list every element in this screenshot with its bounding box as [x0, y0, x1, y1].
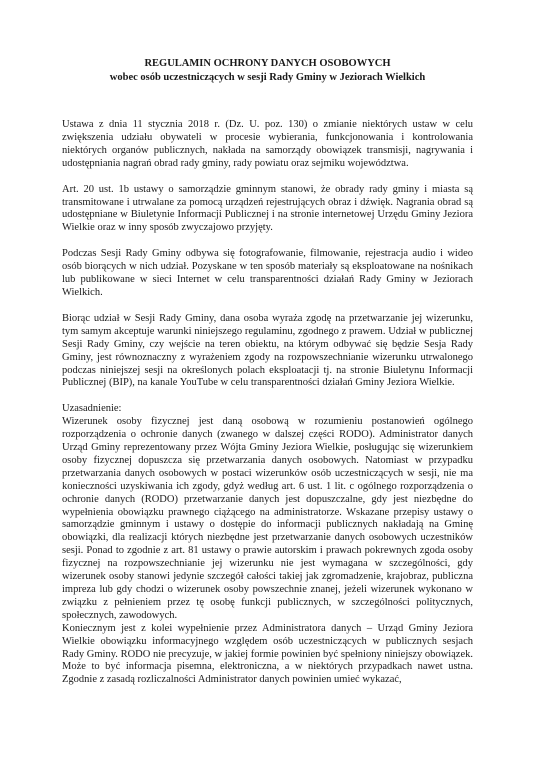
paragraph-information-duty: Koniecznym jest z kolei wypełnienie przez Administratora danych – Urząd Gminy Jeziora Wielkie obowiązku informacyjnego względem osób uczestniczących w publicznych sesjach Rady Gminy. RODO nie precyzuje, w jakiej formie powinien być spełniony niniejszy obowiązek. Może to być informacja pisemna, elektroniczna, a w niektórych przypadkach nawet ustna. Zgodnie z zasadą rozliczalności Administrator danych powinien umieć wykazać, [62, 622, 473, 686]
paragraph-recording: Podczas Sesji Rady Gminy odbywa się fotografowanie, filmowanie, rejestracja audio i wideo osób biorących w nich udział. Pozyskane w ten sposób materiały są eksploatowane na nośnikach lub publikowane w sieci Internet w celu transparentności działań Rady Gminy w Jeziorach Wielkich. [62, 248, 473, 298]
paragraph-art20: Art. 20 ust. 1b ustawy o samorządzie gminnym stanowi, że obrady rady gminy i miasta są transmitowane i utrwalane za pomocą urządzeń rejestrujących obraz i dźwięk. Nagrania obrad są udostępniane w Biuletynie Informacji Publicznej i na stronie internetowej Urzędu Gminy Jeziora Wielkie oraz w inny sposób zwyczajowo przyjęty. [62, 183, 473, 234]
paragraph-justification: Wizerunek osoby fizycznej jest daną osobową w rozumieniu postanowień ogólnego rozporządzenia o ochronie danych (zwanego w dalszej części RODO). Administrator danych Urząd Gminy reprezentowany przez Wójta Gminy Jeziora Wielkie, posługując się wizerunkiem osoby fizycznej dopuszcza się przetwarzania danych osobowych. Natomiast w przypadku przetwarzania danych osobowych w postaci wizerunków osób uczestniczących w sesji, nie ma konieczności uzyskiwania ich zgody, gdyż według art. 6 ust. 1 lit. c ogólnego rozporządzenia o ochronie danych (RODO) przetwarzanie danych jest dopuszczalne, gdy jest niezbędne do wypełnienia obowiązku prawnego ciążącego na administratorze. Wskazane przepisy ustawy o samorządzie gminnym i ustawy o dostępie do informacji publicznych nakładają na Gminę obowiązki, dla realizacji których niezbędne jest przetwarzanie danych osobowych uczestników sesji. Ponad to zgodnie z art. 81 ustawy o prawie autorskim i prawach pokrewnych zgoda osoby fizycznej na rozpowszechnianie jej wizerunku nie jest wymagana w szczególności, gdy wizerunek osoby stanowi jedynie szczegół całości takiej jak zgromadzenie, krajobraz, publiczna impreza lub gdy chodzi o wizerunek osoby powszechnie znanej, jeżeli wizerunek wykonano w związku z pełnieniem przez tę osobę funkcji publicznych, w szczególności politycznych, społecznych, zawodowych. [62, 416, 473, 621]
paragraph-consent: Biorąc udział w Sesji Rady Gminy, dana osoba wyraża zgodę na przetwarzanie jej wizerunku, tym samym akceptuje warunki niniejszego regulaminu, zgodnego z prawem. Udział w publicznej Sesji Rady Gminy, czy wejście na teren obiektu, na którym odbywać się będzie Sesja Rady Gminy, jest równoznaczny z wyrażeniem zgody na rozpowszechnianie wizerunku utrwalonego podczas niniejszej sesji na określonych polach eksploatacji tj. na stronie Biuletynu Informacji Publicznej (BIP), na kanale YouTube w celu transparentności działań Gminy Jeziora Wielkie. [62, 312, 473, 389]
document-title: REGULAMIN OCHRONY DANYCH OSOBOWYCH [144, 58, 391, 69]
paragraph-act: Ustawa z dnia 11 stycznia 2018 r. (Dz. U. poz. 130) o zmianie niektórych ustaw w celu zwiększenia udziału obywateli w procesie wybierania, funkcjonowania i kontrolowania niektórych organów publicznych, nakłada na samorządy obowiązek transmisji, nagrywania i udostępniania nagrań obrad rady gminy, rady powiatu oraz sejmiku województwa. [62, 119, 473, 169]
document-subtitle: wobec osób uczestniczących w sesji Rady Gminy w Jeziorach Wielkich [109, 72, 426, 83]
justification-heading: Uzasadnienie: [62, 403, 122, 415]
